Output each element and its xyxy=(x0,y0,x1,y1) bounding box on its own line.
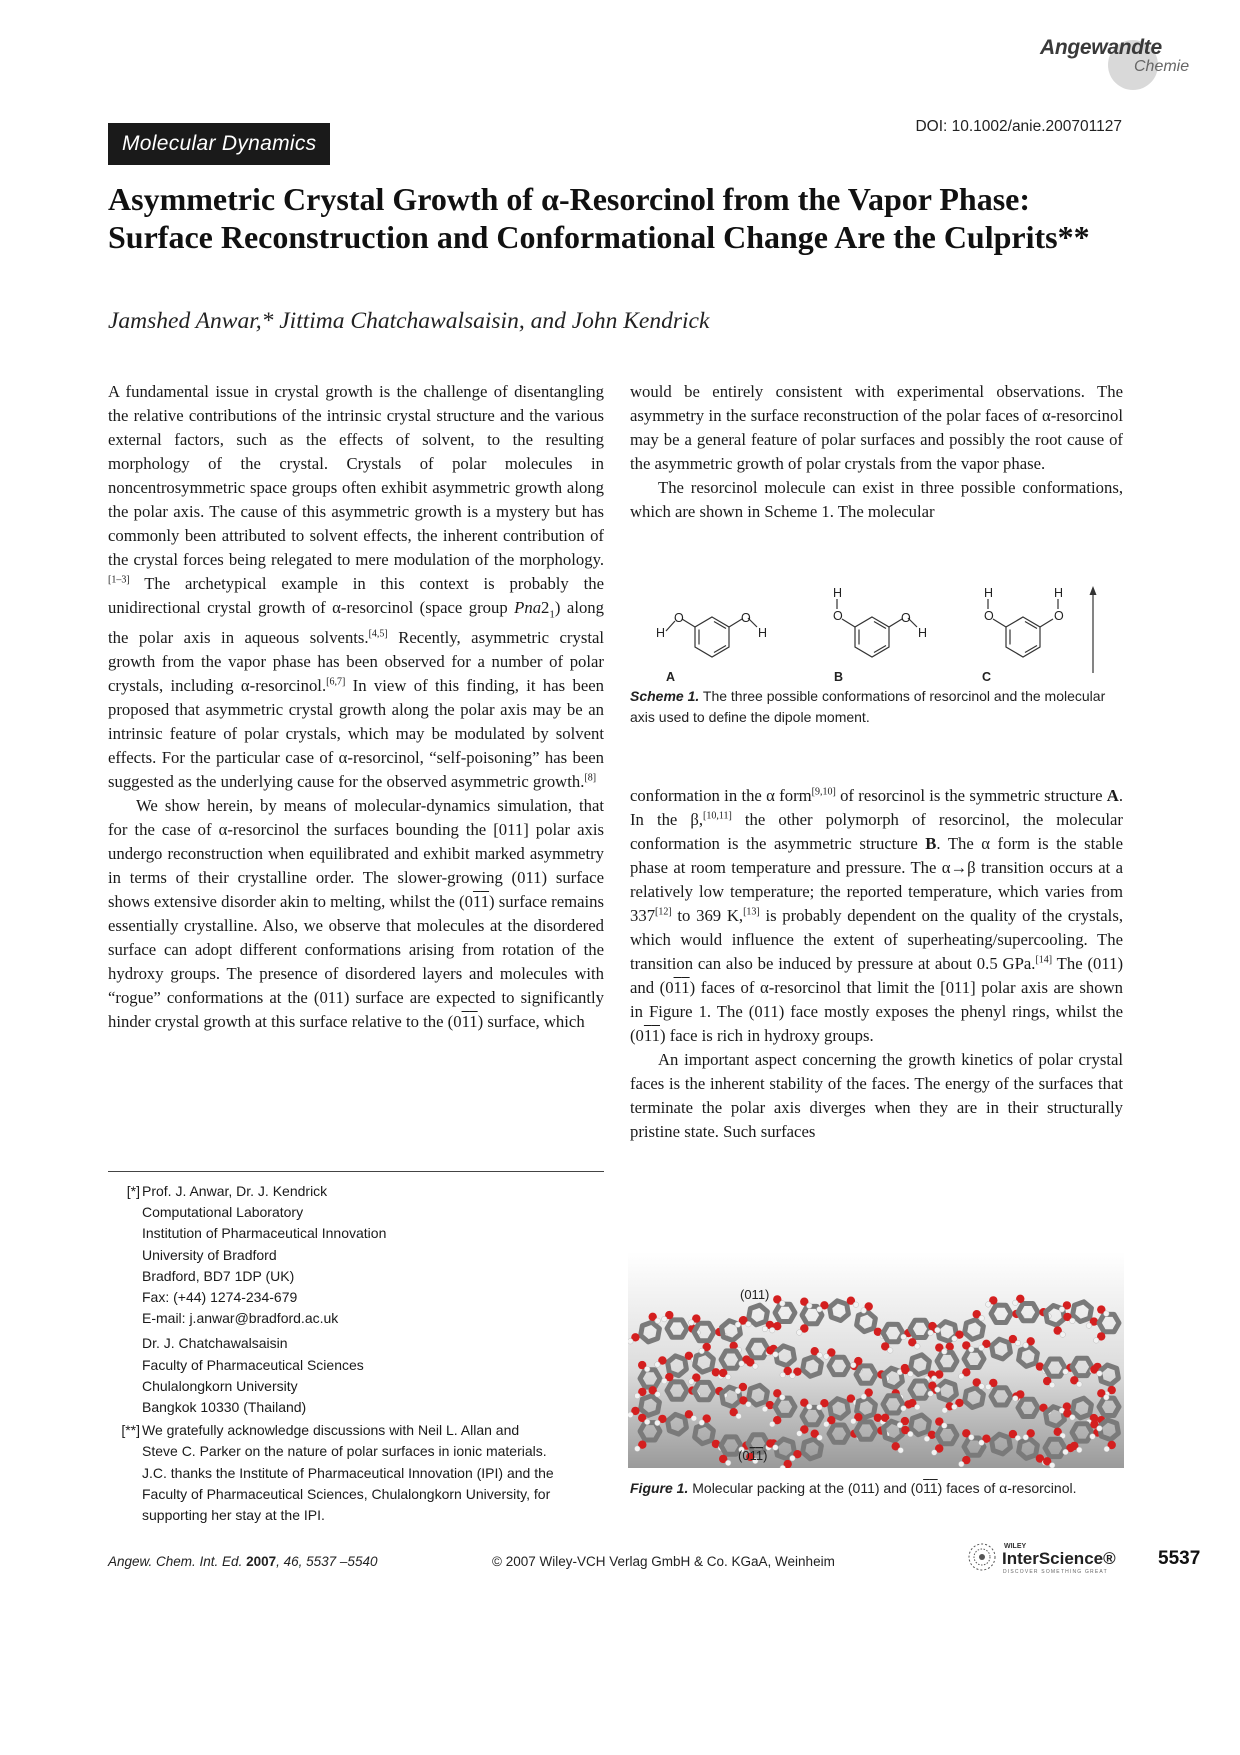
copyright: © 2007 Wiley-VCH Verlag GmbH & Co. KGaA, Weinheim xyxy=(492,1554,835,1569)
hydrogen-atom xyxy=(628,1339,633,1345)
hydrogen-atom xyxy=(762,1406,768,1412)
figure-1-image xyxy=(628,1252,1124,1468)
hydrogen-atom xyxy=(853,1302,859,1308)
hydrogen-atom xyxy=(769,1421,775,1427)
hydrogen-atom xyxy=(1070,1415,1076,1421)
hydrogen-atom xyxy=(979,1384,985,1390)
scheme-1 xyxy=(630,585,1123,685)
hydrogen-atom xyxy=(689,1320,695,1326)
structure-label-a: A xyxy=(666,670,676,684)
atom-label: O xyxy=(674,611,684,625)
hydrogen-atom xyxy=(1015,1340,1021,1346)
citation[interactable]: [9,10] xyxy=(811,786,836,798)
hydrogen-atom xyxy=(887,1348,893,1354)
paragraph: conformation in the α form[9,10] of resorcinol is the symmetric structure A. In the β,[10,11] the other polymorph of resorcinol, the molecular conformation is the asymmetric structure B. The α form is the stable phase at room temperature and pressure. The α→β transition occurs at a relatively low temperature; the reported temperature, which varies from 337[12] to 369 K,[13] is probably dependent on the quality of the crystals, which would influence the extent of superheating/supercooling. The transition can also be induced by pressure at about 0.5 GPa.[14] The (011) and (011) faces of α-resorcinol that limit the [011] polar axis are shown in Figure 1. The (011) face mostly exposes the phenyl rings, whilst the (011) face is rich in hydroxy groups. xyxy=(630,786,1124,1045)
hydrogen-atom xyxy=(969,1435,975,1441)
hydrogen-atom xyxy=(928,1330,934,1336)
article-authors: Jamshed Anwar,* Jittima Chatchawalsaisin, and John Kendrick xyxy=(108,308,710,334)
hydrogen-atom xyxy=(824,1421,830,1427)
hydrogen-atom xyxy=(773,1445,779,1451)
hydrogen-atom xyxy=(1090,1434,1096,1440)
hydrogen-atom xyxy=(780,1395,786,1401)
hydrogen-atom xyxy=(655,1318,661,1324)
wiley-text: WILEY xyxy=(1004,1543,1027,1550)
hydrogen-atom xyxy=(689,1379,695,1385)
hydrogen-atom xyxy=(790,1373,796,1379)
hydrogen-atom xyxy=(817,1307,823,1313)
hydrogen-atom xyxy=(662,1378,668,1384)
right-column-upper xyxy=(630,380,1123,524)
hydrogen-atom xyxy=(1023,1435,1029,1441)
footnote-marker: [**] xyxy=(121,1422,140,1439)
hydrogen-atom xyxy=(1070,1318,1076,1324)
hydrogen-atom xyxy=(1097,1371,1103,1377)
hydrogen-atom xyxy=(1023,1343,1029,1349)
hydrogen-atom xyxy=(797,1330,803,1336)
hydrogen-atom xyxy=(935,1387,941,1393)
hydrogen-atom xyxy=(1104,1446,1110,1452)
section-tag: Molecular Dynamics xyxy=(108,123,330,165)
hydrogen-atom xyxy=(807,1404,813,1410)
tagline-text: DISCOVER SOMETHING GREAT xyxy=(1003,1569,1108,1575)
hydrogen-atom xyxy=(780,1372,786,1378)
scheme-caption: Scheme 1. The three possible conformations of resorcinol and the molecular axis used to define the dipole moment. xyxy=(630,688,1106,726)
hydrogen-atom xyxy=(644,1419,650,1425)
hydrogen-atom xyxy=(662,1316,668,1322)
hydrogen-atom xyxy=(1104,1311,1110,1317)
paragraph: The resorcinol molecule can exist in three possible conformations, which are shown in Scheme 1. The molecular xyxy=(630,478,1123,521)
hydrogen-atom xyxy=(924,1436,930,1442)
hydrogen-atom xyxy=(735,1322,741,1328)
hydrogen-atom xyxy=(851,1362,857,1368)
hydrogen-atom xyxy=(979,1315,985,1321)
footnotes xyxy=(108,1181,604,1526)
hydrogen-atom xyxy=(986,1302,992,1308)
atom-label: O xyxy=(833,609,843,623)
atom-label: O xyxy=(984,609,994,623)
hydrogen-atom xyxy=(1049,1382,1055,1388)
hydrogen-atom xyxy=(1063,1369,1069,1375)
citation[interactable]: [8] xyxy=(584,772,597,784)
hydrogen-atom xyxy=(769,1327,775,1333)
hydrogen-atom xyxy=(635,1446,641,1452)
footnote-marker: [*] xyxy=(126,1183,140,1199)
hydrogen-atom xyxy=(644,1366,650,1372)
hydrogen-atom xyxy=(807,1303,813,1309)
atom-label: H xyxy=(656,626,666,640)
doi[interactable]: DOI: 10.1002/anie.200701127 xyxy=(915,118,1122,135)
hydrogen-atom xyxy=(725,1460,731,1466)
axis-arrow-icon xyxy=(1090,586,1097,595)
hydrogen-atom xyxy=(655,1362,661,1368)
hydrogen-atom xyxy=(979,1440,985,1446)
atom-label: O xyxy=(741,611,751,625)
hydrogen-atom xyxy=(1086,1323,1092,1329)
hydrogen-atom xyxy=(861,1394,867,1400)
footnote-rule xyxy=(108,1171,604,1172)
hydrogen-atom xyxy=(655,1392,661,1398)
structure-label-b: B xyxy=(834,670,844,684)
interscience-text: InterScience® xyxy=(1002,1549,1116,1568)
right-column-lower xyxy=(630,784,1123,1144)
atom-label: H xyxy=(758,626,768,640)
hydrogen-atom xyxy=(1063,1449,1069,1455)
hydrogen-atom xyxy=(691,1416,697,1422)
figure-caption: Figure 1. Molecular packing at the (011) and (011) faces of α-resorcinol. xyxy=(630,1480,1077,1496)
hydrogen-atom xyxy=(935,1327,941,1333)
hydrogen-atom xyxy=(1013,1396,1019,1402)
hydrogen-atom xyxy=(901,1406,907,1412)
citation[interactable]: [1–3] xyxy=(108,574,130,586)
hydrogen-atom xyxy=(908,1431,914,1437)
citation[interactable]: [13] xyxy=(743,906,760,918)
hydrogen-atom xyxy=(1097,1426,1103,1432)
hydrogen-atom xyxy=(1077,1447,1083,1453)
hydrogen-atom xyxy=(699,1420,705,1426)
hydrogen-atom xyxy=(736,1413,742,1419)
footnote-acknowledgement: [**] We gratefully acknowledge discussions with Neil L. Allan and Steve C. Parker on the nature of polar surfaces in ionic materials. J.C. thanks the Institute of Pharmaceutical Innovation (IPI) and the Faculty of Pharmaceutical Sciences, Chulalongkorn University, for supporting her stay at the IPI. xyxy=(108,1420,604,1526)
footnote-affiliation: [*] Prof. J. Anwar, Dr. J. Kendrick Computational Laboratory Institution of Pharmaceutical Innovation University of Bradford Bradford, BD7 1DP (UK) Fax: (+44) 1274-234-679 E-mail: j.anwar@bradford.ac.uk Dr. J. Chatchawalsaisin Faculty of Pharmaceutical Sciences Chulalongkorn University Bangkok 10330 (Thailand) xyxy=(108,1181,604,1418)
face-label-011: (011) xyxy=(740,1287,770,1302)
hydrogen-atom xyxy=(699,1348,705,1354)
hydrogen-atom xyxy=(931,1376,937,1382)
atom-label: H xyxy=(984,586,994,600)
hydrogen-atom xyxy=(628,1412,633,1418)
left-column xyxy=(108,380,604,1034)
citation[interactable]: [14] xyxy=(1035,954,1053,966)
hydrogen-atom xyxy=(739,1361,745,1367)
hydrogen-atom xyxy=(959,1461,965,1467)
hydrogen-atom xyxy=(1104,1395,1110,1401)
hydrogen-atom xyxy=(635,1393,641,1399)
interscience-logo[interactable] xyxy=(966,1537,1126,1577)
hydrogen-atom xyxy=(897,1422,903,1428)
hydrogen-atom xyxy=(735,1388,741,1394)
hydrogen-atom xyxy=(942,1349,948,1355)
atom-label: H xyxy=(1054,586,1064,600)
atom-label: H xyxy=(918,626,928,640)
paragraph: A fundamental issue in crystal growth is the challenge of disentangling the relative contributions of the intrinsic crystal structure and the various external factors, such as the effects of solvent, to the resulting morphology of the crystal. Crystals of polar molecules in noncentrosymmetric space groups often exhibit asymmetric growth along the polar axis. The cause of this asymmetric growth is a mystery but has commonly been attributed to solvent effects, the inherent contribution of the crystal forces being relegated to mere modulation of the morphology.[1–3] The archetypical example in this context is probably the unidirectional crystal growth of α-resorcinol (space group $Pna2_1$) along the polar axis in aqueous solvents.[4,5] Recently, asymmetric crystal growth from the vapor phase has been observed for a number of polar crystals, including α-resorcinol.[6,7] In view of this finding, it has been proposed that asymmetric crystal growth along the polar axis may be an intrinsic feature of polar crystals, which may be modulated by solvent effects. For the particular case of α-resorcinol, “self-poisoning” has been suggested as the underlying cause for the observed asymmetric growth.[8] xyxy=(108,382,604,792)
hydrogen-atom xyxy=(790,1455,796,1461)
globe-icon xyxy=(969,1544,995,1570)
face-label-0-1-1: (011) xyxy=(738,1448,768,1463)
citation[interactable]: [4,5] xyxy=(368,628,388,640)
hydrogen-atom xyxy=(1059,1307,1065,1313)
paragraph: An important aspect concerning the growth kinetics of polar crystal faces is the inherent stability of the faces. The energy of the surfaces that terminate the polar axis diverges when they are in their structurally pristine state. Such surfaces xyxy=(630,1050,1123,1141)
hydrogen-atom xyxy=(915,1404,921,1410)
hydrogen-atom xyxy=(762,1326,768,1332)
hydrogen-atom xyxy=(986,1384,992,1390)
hydrogen-atom xyxy=(746,1321,752,1327)
atom-label: O xyxy=(901,611,911,625)
hydrogen-atom xyxy=(824,1354,830,1360)
atom-label: O xyxy=(1054,609,1064,623)
hydrogen-atom xyxy=(746,1402,752,1408)
hydrogen-atom xyxy=(753,1364,759,1370)
hydrogen-atom xyxy=(725,1374,731,1380)
hydrogen-atom xyxy=(908,1371,914,1377)
citation[interactable]: [10,11] xyxy=(703,810,732,822)
hydrogen-atom xyxy=(1013,1300,1019,1306)
hydrogen-atom xyxy=(1049,1463,1055,1469)
hydrogen-atom xyxy=(817,1404,823,1410)
hydrogen-atom xyxy=(861,1308,867,1314)
hydrogen-atom xyxy=(942,1408,948,1414)
page-number: 5537 xyxy=(1158,1548,1201,1569)
hydrogen-atom xyxy=(969,1347,975,1353)
hydrogen-atom xyxy=(979,1345,985,1351)
logo-chemie: Chemie xyxy=(1134,58,1190,75)
hydrogen-atom xyxy=(780,1301,786,1307)
hydrogen-atom xyxy=(817,1352,823,1358)
hydrogen-atom xyxy=(959,1374,965,1380)
hydrogen-atom xyxy=(901,1334,907,1340)
journal-logo xyxy=(1040,36,1210,92)
paragraph: would be entirely consistent with experimental observations. The asymmetry in the surface reconstruction of the polar faces of α-resorcinol may be a general feature of polar surfaces and possibly the root cause of the asymmetric growth of polar crystals from the vapor phase. xyxy=(630,382,1123,473)
article-title: Asymmetric Crystal Growth of α-Resorcinol from the Vapor Phase: Surface Reconstruction and Conformational Change Are the Culprits** xyxy=(108,181,1090,255)
hydrogen-atom xyxy=(952,1336,958,1342)
hydrogen-atom xyxy=(773,1352,779,1358)
logo-angewandte: Angewandte xyxy=(1040,36,1162,59)
hydrogen-atom xyxy=(952,1404,958,1410)
hydrogen-atom xyxy=(817,1435,823,1441)
structure-label-c: C xyxy=(982,670,992,684)
citation[interactable]: [6,7] xyxy=(326,676,346,688)
hydrogen-atom xyxy=(851,1418,857,1424)
hydrogen-atom xyxy=(898,1448,904,1454)
journal-reference: Angew. Chem. Int. Ed. 2007, 46, 5537 –5540 xyxy=(108,1554,378,1569)
hydrogen-atom xyxy=(1060,1332,1066,1338)
hydrogen-atom xyxy=(797,1431,803,1437)
hydrogen-atom xyxy=(1077,1382,1083,1388)
hydrogen-atom xyxy=(928,1391,934,1397)
hydrogen-atom xyxy=(915,1344,921,1350)
hydrogen-atom xyxy=(655,1420,661,1426)
hydrogen-atom xyxy=(931,1450,937,1456)
atom-label: H xyxy=(833,586,843,600)
email-link[interactable]: E-mail: j.anwar@bradford.ac.uk xyxy=(142,1310,339,1327)
paragraph: We show herein, by means of molecular-dynamics simulation, that for the case of α-resorcinol the surfaces bounding the [011] polar axis undergo reconstruction when equilibrated and exhibit marked asymmetry in terms of their crystalline order. The slower-growing (011) surface shows extensive disorder akin to melting, whilst the (011) surface remains essentially crystalline. Also, we observe that molecules at the disordered surface can adopt different conformations arising from rotation of the hydroxy groups. The presence of disordered layers and molecules with “rogue” conformations at the (011) surface are expected to significantly hinder crystal growth at this surface relative to the (011) surface, which xyxy=(108,796,604,1032)
citation[interactable]: [12] xyxy=(655,906,672,918)
hydrogen-atom xyxy=(942,1423,948,1429)
hydrogen-atom xyxy=(1093,1338,1099,1344)
